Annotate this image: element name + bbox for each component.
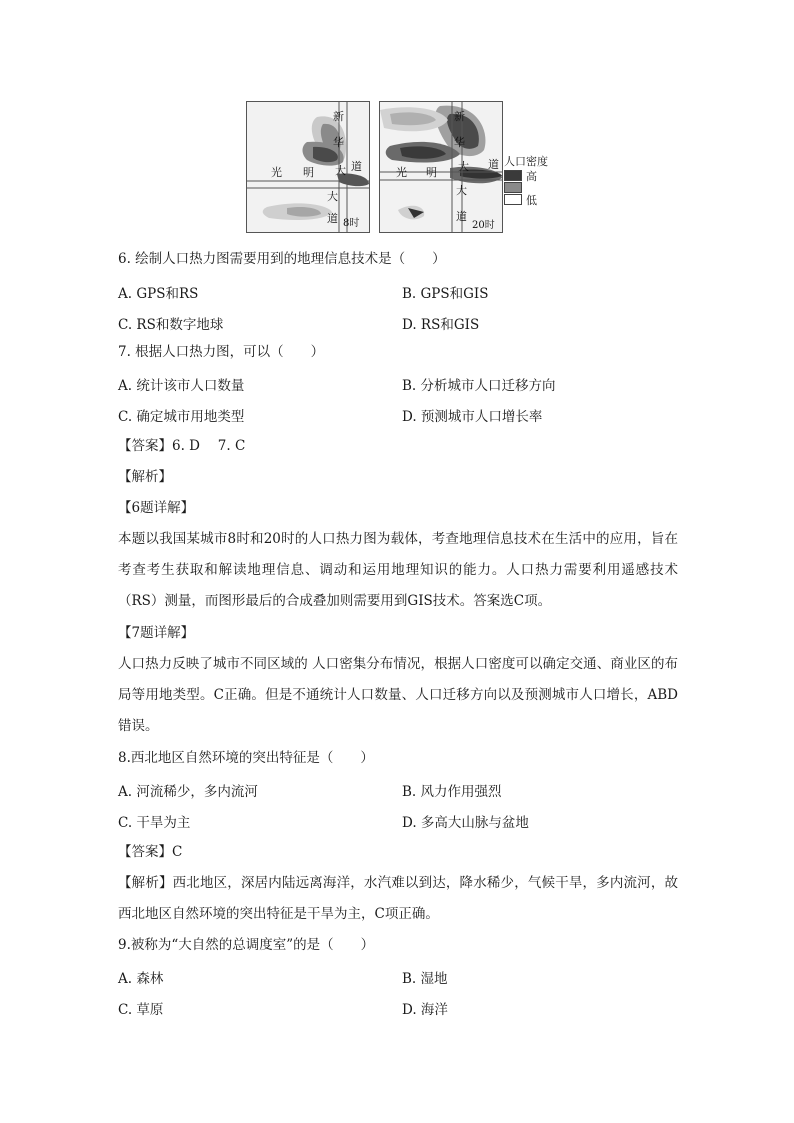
legend-row-low [504,194,564,205]
question-8-option-b: B. 风力作用强烈 [402,784,502,800]
road-char: 大 [335,164,346,177]
road-char: 光 [271,166,282,179]
q6-detail-label: 【6题详解】 [118,500,195,516]
question-7-option-b: B. 分析城市人口迁移方向 [402,378,556,394]
question-7-option-a: A. 统计该市人口数量 [118,378,245,394]
answer-6-7: 【答案】6. D 7. C [118,438,246,454]
question-8-option-c: C. 干旱为主 [118,815,191,831]
road-char: 光 [396,166,407,179]
road-char: 新 [333,110,344,123]
legend-label-high: 高 [526,169,537,183]
question-6-option-c: C. RS和数字地球 [118,317,224,333]
road-char: 大 [327,190,338,203]
question-6-option-b: B. GPS和GIS [402,286,489,302]
question-9-option-c: C. 草原 [118,1002,164,1018]
question-7-stem: 7. 根据人口热力图，可以（ ） [118,344,325,360]
question-9-option-d: D. 海洋 [402,1002,448,1018]
legend-row-high [504,170,564,181]
road-char: 道 [488,158,499,171]
analysis-label: 【解析】 [118,469,172,485]
heatmap-8pm [379,101,503,233]
q7-detail-text: 人口热力反映了城市不同区域的 人口密集分布情况，根据人口密度可以确定交通、商业区的布局等用地类型。C正确。但是不通统计人口数量、人口迁移方向以及预测城市人口增长，ABD错误。 [118,656,678,734]
question-9-stem: 9.被称为“大自然的总调度室”的是（ ） [118,937,375,953]
legend-swatch-mid [504,182,522,193]
road-char: 道 [456,210,467,223]
q6-detail-text: 本题以我国某城市8时和20时的人口热力图为载体，考查地理信息技术在生活中的应用，旨在考查考生获取和解读地理信息、调动和运用地理知识的能力。人口热力需要利用遥感技术（RS）测量，而图形最后的合成叠加则需要用到GIS技术。答案选C项。 [118,531,678,609]
map-time-label: 20时 [472,220,495,231]
legend-title: 人口密度 [504,155,548,168]
road-char: 大 [456,184,467,197]
road-char: 大 [458,160,469,173]
road-char: 道 [327,212,338,225]
question-8-option-d: D. 多高大山脉与盆地 [402,815,529,831]
road-char: 华 [454,136,465,149]
population-heatmap-figure [246,101,556,233]
answer-8: 【答案】C [118,844,183,860]
road-char: 明 [303,166,314,179]
road-char: 新 [454,110,465,123]
question-8-stem: 8.西北地区自然环境的突出特征是（ ） [118,750,374,766]
question-6-option-d: D. RS和GIS [402,317,480,333]
road-char: 华 [333,136,344,149]
legend-swatch-low [504,194,522,205]
question-9-option-b: B. 湿地 [402,971,448,987]
question-7-option-d: D. 预测城市人口增长率 [402,409,543,425]
legend-label-low: 低 [526,193,537,207]
road-char: 道 [351,160,362,173]
question-9-option-a: A. 森林 [118,971,164,987]
analysis-8-text: 【解析】西北地区，深居内陆远离海洋，水汽难以到达，降水稀少，气候干旱，多内流河，故西北地区自然环境的突出特征是干旱为主，C项正确。 [118,875,678,922]
question-6-option-a: A. GPS和RS [118,286,199,302]
question-7-option-c: C. 确定城市用地类型 [118,409,245,425]
q7-detail-label: 【7题详解】 [118,625,195,641]
map-time-label: 8时 [343,218,360,229]
density-legend [504,153,564,205]
legend-swatch-high [504,170,522,181]
heatmap-8am [246,101,370,233]
question-8-option-a: A. 河流稀少，多内流河 [118,784,258,800]
road-char: 明 [426,166,437,179]
question-6-stem: 6. 绘制人口热力图需要用到的地理信息技术是（ ） [118,251,446,267]
